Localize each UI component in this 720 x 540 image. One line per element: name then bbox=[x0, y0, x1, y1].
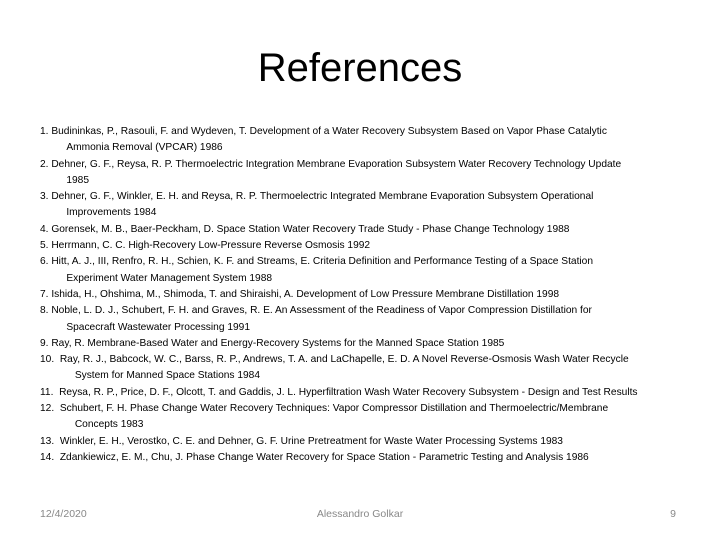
reference-text bbox=[51, 189, 700, 222]
reference-line-continuation: Spacecraft Wastewater Processing 1991 bbox=[66, 321, 250, 333]
reference-item bbox=[40, 124, 700, 157]
reference-text bbox=[51, 303, 700, 336]
reference-number: 8. bbox=[40, 305, 52, 317]
reference-text bbox=[51, 124, 700, 157]
reference-line: Ray, R. Membrane-Based Water and Energy-Recovery Systems for the Manned Space Station 1985 bbox=[51, 337, 505, 349]
reference-item bbox=[40, 434, 700, 450]
reference-line: Hitt, A. J., III, Renfro, R. H., Schien, K. F. and Streams, E. Criteria Definition and Performance Testing of a Space Station bbox=[51, 256, 594, 268]
reference-line: Dehner, G. F., Winkler, E. H. and Reysa, R. P. Thermoelectric Integrated Membrane Evaporation Subsystem Operational bbox=[51, 191, 594, 203]
reference-number: 2. bbox=[40, 158, 52, 170]
reference-line: Herrmann, C. C. High-Recovery Low-Pressure Reverse Osmosis 1992 bbox=[51, 240, 371, 252]
reference-line-continuation: Concepts 1983 bbox=[74, 419, 144, 431]
reference-item bbox=[40, 385, 700, 401]
reference-line: Schubert, F. H. Phase Change Water Recovery Techniques: Vapor Compressor Distillation and Thermoelectric/Membrane bbox=[59, 403, 609, 415]
reference-text bbox=[60, 434, 700, 450]
reference-text bbox=[51, 254, 700, 287]
reference-number: 12. bbox=[40, 403, 60, 415]
reference-item bbox=[40, 303, 700, 336]
reference-text bbox=[60, 450, 700, 466]
reference-text bbox=[51, 238, 700, 254]
reference-number: 9. bbox=[40, 337, 52, 349]
reference-item bbox=[40, 189, 700, 222]
reference-item bbox=[40, 336, 700, 352]
reference-line-continuation: Ammonia Removal (VPCAR) 1986 bbox=[66, 142, 223, 154]
reference-text bbox=[51, 336, 700, 352]
page-number: 9 bbox=[670, 508, 676, 520]
reference-line: Winkler, E. H., Verostko, C. E. and Dehner, G. F. Urine Pretreatment for Waste Water Processing Systems 1983 bbox=[59, 435, 563, 447]
reference-line-continuation: 1985 bbox=[66, 174, 89, 186]
reference-number: 13. bbox=[40, 435, 60, 447]
reference-number: 1. bbox=[40, 126, 52, 137]
reference-item bbox=[40, 401, 700, 434]
reference-item bbox=[40, 238, 700, 254]
reference-number: 4. bbox=[40, 223, 52, 235]
reference-line: Ray, R. J., Babcock, W. C., Barss, R. P., Andrews, T. A. and LaChapelle, E. D. A Novel Reverse-Osmosis Wash Water Recycle bbox=[59, 354, 629, 366]
reference-line: Dehner, G. F., Reysa, R. P. Thermoelectric Integration Membrane Evaporation Subsystem Water Recovery Technology Update bbox=[51, 158, 622, 170]
reference-line: Budininkas, P., Rasouli, F. and Wydeven, T. Development of a Water Recovery Subsystem Based on Vapor Phase Catalytic bbox=[51, 126, 607, 137]
reference-line-continuation: System for Manned Space Stations 1984 bbox=[74, 370, 261, 382]
reference-text bbox=[60, 401, 700, 434]
reference-line: Zdankiewicz, E. M., Chu, J. Phase Change Water Recovery for Space Station - Parametric Testing and Analysis 1986 bbox=[59, 451, 589, 463]
reference-number: 5. bbox=[40, 240, 52, 252]
slide-title: References bbox=[257, 46, 463, 90]
reference-line: Reysa, R. P., Price, D. F., Olcott, T. and Gaddis, J. L. Hyperfiltration Wash Water Recovery Subsystem - Design and Test Results bbox=[59, 386, 638, 398]
reference-item bbox=[40, 287, 700, 303]
reference-item bbox=[40, 222, 700, 238]
reference-number: 11. bbox=[40, 386, 60, 398]
reference-item bbox=[40, 254, 700, 287]
reference-number: 3. bbox=[40, 191, 52, 203]
footer-author: Alessandro Golkar bbox=[316, 508, 404, 520]
reference-line-continuation: Experiment Water Management System 1988 bbox=[66, 272, 273, 284]
reference-number: 6. bbox=[40, 256, 52, 268]
reference-number: 14. bbox=[40, 451, 60, 463]
reference-text bbox=[51, 222, 700, 238]
reference-item bbox=[40, 352, 700, 385]
footer-date: 12/4/2020 bbox=[40, 508, 87, 520]
reference-text bbox=[59, 385, 700, 401]
reference-text bbox=[51, 287, 700, 303]
reference-line-continuation: Improvements 1984 bbox=[66, 207, 157, 219]
reference-list bbox=[40, 124, 700, 466]
reference-item bbox=[40, 157, 700, 190]
reference-line: Gorensek, M. B., Baer-Peckham, D. Space Station Water Recovery Trade Study - Phase Change Technology 1988 bbox=[51, 223, 570, 235]
reference-text bbox=[60, 352, 700, 385]
reference-number: 7. bbox=[40, 288, 52, 300]
reference-line: Ishida, H., Ohshima, M., Shimoda, T. and Shiraishi, A. Development of Low Pressure Membrane Distillation 1998 bbox=[51, 288, 560, 300]
reference-text bbox=[51, 157, 700, 190]
reference-line: Noble, L. D. J., Schubert, F. H. and Graves, R. E. An Assessment of the Readiness of Vapor Compression Distillation for bbox=[51, 305, 592, 317]
reference-number: 10. bbox=[40, 354, 60, 366]
reference-item bbox=[40, 450, 700, 466]
